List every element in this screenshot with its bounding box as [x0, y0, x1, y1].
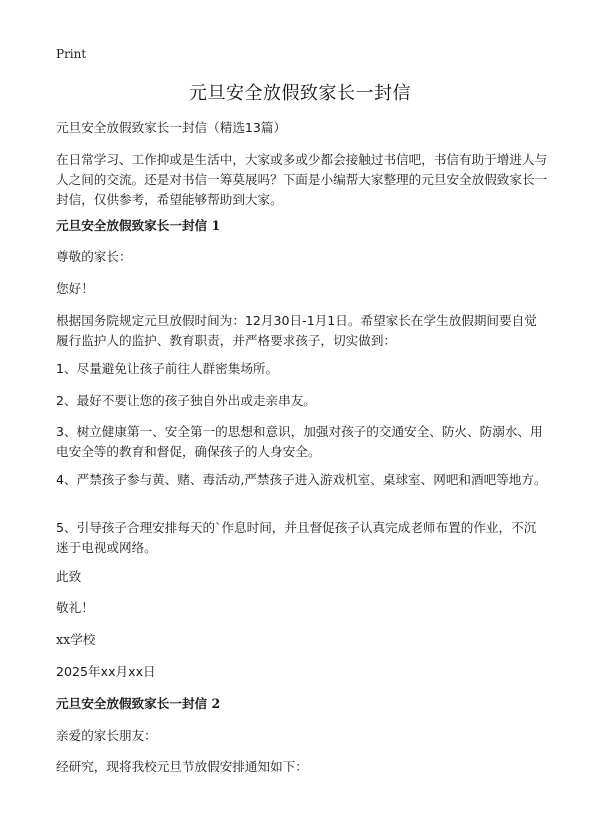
document-subtitle: 元旦安全放假致家长一封信（精选13篇） — [56, 120, 287, 135]
section-1-greeting: 您好！ — [56, 281, 94, 296]
list-item: 4、严禁孩子参与黄、赌、毒活动,严禁孩子进入游戏机室、桌球室、网吧和酒吧等地方。 — [56, 472, 547, 487]
list-item: 2、最好不要让您的孩子独自外出或走亲串友。 — [56, 393, 316, 408]
intro-paragraph: 在日常学习、工作抑或是生活中，大家或多或少都会接触过书信吧，书信有助于增进人与人之间的交流。还是对书信一筹莫展吗？下面是小编帮大家整理的元旦安全放假致家长一封信，仅供参考，希望能够帮助到大家。 — [56, 152, 548, 207]
section-2-salutation: 亲爱的家长朋友： — [56, 728, 157, 743]
list-item: 1、尽量避免让孩子前往人群密集场所。 — [56, 361, 279, 376]
date-line: 2025年xx月xx日 — [56, 664, 156, 679]
section-1-salutation: 尊敬的家长： — [56, 249, 132, 264]
closing-salute: 敬礼！ — [56, 600, 94, 615]
print-link[interactable]: Print — [56, 47, 87, 61]
document-title: 元旦安全放假致家长一封信 — [189, 83, 411, 104]
closing-line: 此致 — [56, 569, 82, 584]
section-1-body: 根据国务院规定元旦放假时间为：12月30日-1月1日。希望家长在学生放假期间要自觉履行监护人的监护、教育职责，并严格要求孩子，切实做到： — [56, 313, 537, 348]
section-2-body: 经研究，现将我校元旦节放假安排通知如下： — [56, 759, 308, 774]
list-item: 3、树立健康第一、安全第一的思想和意识，加强对孩子的交通安全、防火、防溺水、用电安全等的教育和督促，确保孩子的人身安全。 — [56, 424, 543, 459]
signature: xx学校 — [56, 632, 96, 647]
list-item: 5、引导孩子合理安排每天的`作息时间，并且督促孩子认真完成老师布置的作业，不沉迷于电视或网络。 — [56, 520, 537, 555]
section-1-heading: 元旦安全放假致家长一封信 1 — [56, 218, 221, 233]
section-2-heading: 元旦安全放假致家长一封信 2 — [56, 696, 221, 711]
